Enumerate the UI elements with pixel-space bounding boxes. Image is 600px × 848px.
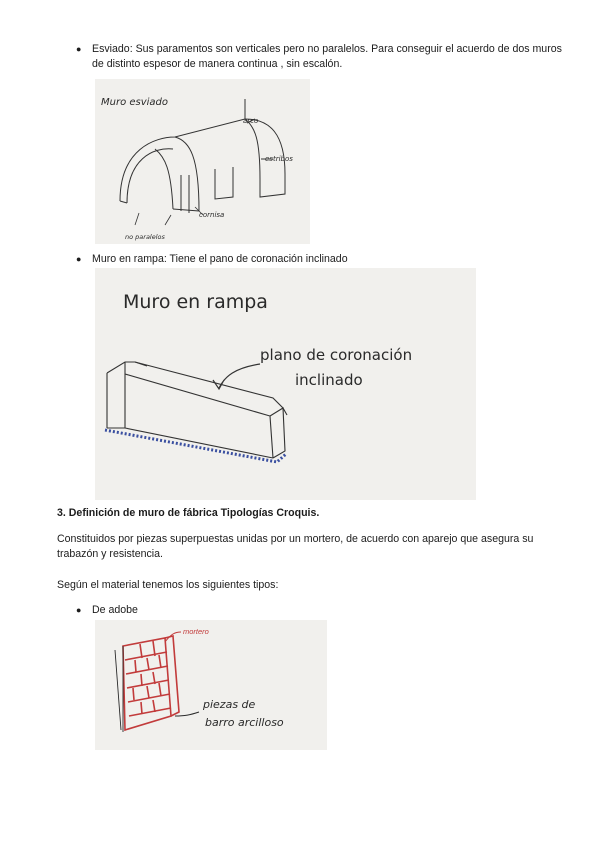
bullet-adobe: [76, 603, 276, 618]
bullet-dot: ●: [76, 605, 82, 615]
label-estribos: estribos: [265, 155, 293, 163]
label-arco: arco: [243, 117, 259, 125]
label-plano-line1: plano de coronación: [260, 346, 413, 364]
section-heading: 3. Definición de muro de fábrica Tipologías Croquis.: [57, 507, 320, 519]
adobe-outline: [115, 646, 123, 732]
pointer-arrow: [213, 364, 260, 389]
sketch-muro-esviado: [95, 79, 310, 244]
bullet-text: Muro en rampa: Tiene el pano de coronación inclinado: [92, 253, 348, 265]
ramp-wall-drawing: [107, 362, 287, 458]
arrow-marks: [135, 207, 203, 225]
sketch-adobe: [95, 620, 327, 750]
label-cornisa: cornisa: [199, 211, 225, 219]
paragraph-tipos: Según el material tenemos los siguientes tipos:: [57, 579, 279, 591]
label-mortero: mortero: [183, 627, 209, 636]
label-piezas-line1: piezas de: [203, 698, 256, 711]
bullet-text: Esviado: Sus paramentos son verticales pero no paralelos. Para conseguir el acuerdo de dos muros de distinto espesor de manera continua , sin escalón.: [92, 43, 562, 70]
adobe-wall-drawing: [123, 636, 179, 730]
bullet-dot: ●: [76, 44, 82, 54]
sketch-muro-rampa: [95, 268, 476, 500]
ground-hatch: [105, 430, 286, 462]
label-no-paralelos: no paralelos: [125, 233, 165, 241]
vault-drawing: [120, 99, 285, 213]
bullet-muro-rampa: [76, 252, 566, 267]
paragraph-definicion: Constituidos por piezas superpuestas unidas por un mortero, de acuerdo con aparejo que asegura su trabazón y resistencia.: [57, 533, 534, 560]
bullet-text: De adobe: [92, 604, 138, 616]
sketch-title: Muro en rampa: [123, 291, 268, 313]
label-plano-line2: inclinado: [295, 371, 363, 389]
bullet-dot: ●: [76, 254, 82, 264]
label-piezas-line2: barro arcilloso: [205, 716, 284, 729]
sketch-title: Muro esviado: [101, 97, 169, 108]
bullet-esviado: [76, 42, 566, 72]
